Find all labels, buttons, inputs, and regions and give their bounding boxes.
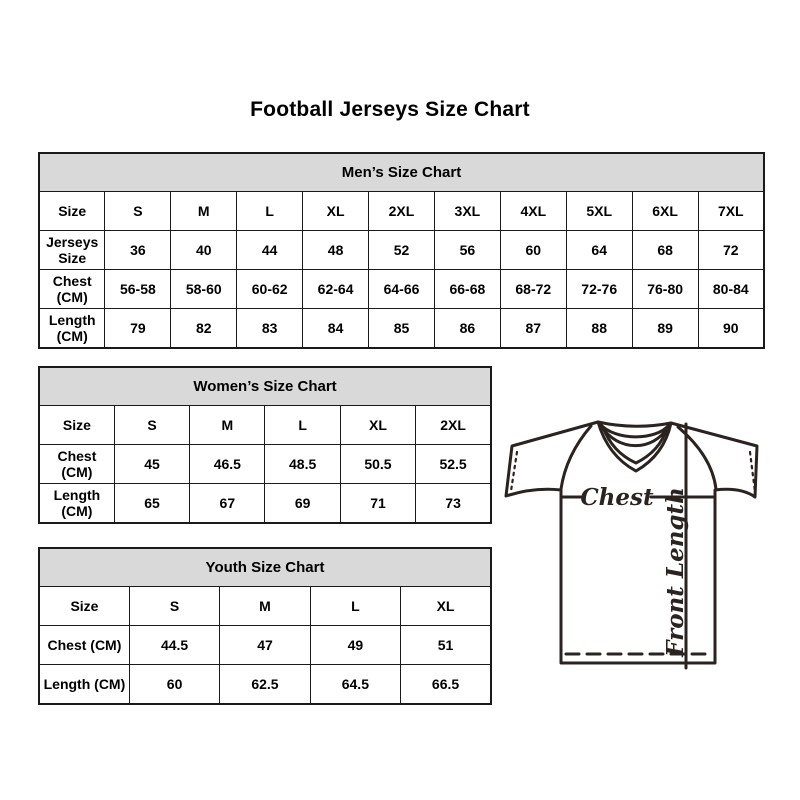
jersey-measurement-diagram [495, 408, 775, 680]
value-cell: M [171, 192, 237, 231]
value-cell: 62.5 [220, 665, 310, 704]
value-cell: 52.5 [416, 445, 491, 484]
row-label-cell: Chest (CM) [39, 445, 114, 484]
value-cell: S [129, 587, 219, 626]
value-cell: 84 [303, 309, 369, 348]
value-cell: 40 [171, 231, 237, 270]
value-cell: XL [303, 192, 369, 231]
value-cell: M [220, 587, 310, 626]
value-cell: 60 [129, 665, 219, 704]
table-title-row [39, 153, 764, 192]
table-row [39, 484, 491, 523]
row-label-cell: Length (CM) [39, 665, 129, 704]
value-cell: 76-80 [632, 270, 698, 309]
value-cell: 44.5 [129, 626, 219, 665]
table-row [39, 231, 764, 270]
value-cell: 66.5 [401, 665, 491, 704]
value-cell: 69 [265, 484, 340, 523]
value-cell: 88 [566, 309, 632, 348]
value-cell: 2XL [416, 406, 491, 445]
row-label-cell: Size [39, 192, 105, 231]
value-cell: 5XL [566, 192, 632, 231]
value-cell: 85 [369, 309, 435, 348]
value-cell: 62-64 [303, 270, 369, 309]
jersey-outline [506, 422, 757, 663]
value-cell: 87 [500, 309, 566, 348]
table-row [39, 192, 764, 231]
value-cell: S [114, 406, 189, 445]
left-shoulder-seam [561, 426, 591, 489]
value-cell: 45 [114, 445, 189, 484]
value-cell: 4XL [500, 192, 566, 231]
value-cell: 65 [114, 484, 189, 523]
collar-top-edge [598, 422, 671, 426]
value-cell: L [265, 406, 340, 445]
right-shoulder-seam [678, 427, 716, 489]
row-label-cell: Size [39, 587, 129, 626]
value-cell: 68 [632, 231, 698, 270]
value-cell: 72 [698, 231, 764, 270]
womens-size-table [38, 366, 492, 524]
value-cell: 72-76 [566, 270, 632, 309]
value-cell: 3XL [434, 192, 500, 231]
value-cell: 64 [566, 231, 632, 270]
row-label-cell: Chest (CM) [39, 270, 105, 309]
value-cell: 44 [237, 231, 303, 270]
value-cell: XL [401, 587, 491, 626]
value-cell: 2XL [369, 192, 435, 231]
row-label-cell: Jerseys Size [39, 231, 105, 270]
right-cuff-stitch-line [750, 452, 755, 492]
table-row [39, 445, 491, 484]
value-cell: 68-72 [500, 270, 566, 309]
value-cell: 56-58 [105, 270, 171, 309]
value-cell: S [105, 192, 171, 231]
value-cell: 73 [416, 484, 491, 523]
value-cell: 60-62 [237, 270, 303, 309]
table-row [39, 406, 491, 445]
value-cell: 48.5 [265, 445, 340, 484]
table-title-row [39, 548, 491, 587]
value-cell: 82 [171, 309, 237, 348]
value-cell: 36 [105, 231, 171, 270]
table-row [39, 587, 491, 626]
table-row [39, 665, 491, 704]
value-cell: 79 [105, 309, 171, 348]
front-length-label: Front Length [662, 487, 689, 657]
value-cell: L [237, 192, 303, 231]
value-cell: 66-68 [434, 270, 500, 309]
value-cell: XL [340, 406, 415, 445]
value-cell: 46.5 [190, 445, 265, 484]
mens-size-table [38, 152, 765, 349]
table-title-row [39, 367, 491, 406]
value-cell: 50.5 [340, 445, 415, 484]
row-label-cell: Length (CM) [39, 484, 114, 523]
table-title: Men’s Size Chart [39, 153, 764, 192]
value-cell: 86 [434, 309, 500, 348]
table-row [39, 309, 764, 348]
value-cell: 56 [434, 231, 500, 270]
value-cell: 7XL [698, 192, 764, 231]
value-cell: 83 [237, 309, 303, 348]
value-cell: 89 [632, 309, 698, 348]
table-title: Women’s Size Chart [39, 367, 491, 406]
value-cell: 48 [303, 231, 369, 270]
value-cell: 90 [698, 309, 764, 348]
value-cell: 60 [500, 231, 566, 270]
value-cell: 64-66 [369, 270, 435, 309]
value-cell: 49 [310, 626, 400, 665]
value-cell: 80-84 [698, 270, 764, 309]
value-cell: 58-60 [171, 270, 237, 309]
value-cell: 64.5 [310, 665, 400, 704]
value-cell: 47 [220, 626, 310, 665]
value-cell: 6XL [632, 192, 698, 231]
table-title: Youth Size Chart [39, 548, 491, 587]
row-label-cell: Length (CM) [39, 309, 105, 348]
chest-label: Chest [580, 484, 654, 511]
value-cell: L [310, 587, 400, 626]
table-row [39, 270, 764, 309]
page-title: Football Jerseys Size Chart [250, 98, 530, 121]
youth-size-table [38, 547, 492, 705]
row-label-cell: Chest (CM) [39, 626, 129, 665]
value-cell: M [190, 406, 265, 445]
value-cell: 67 [190, 484, 265, 523]
value-cell: 71 [340, 484, 415, 523]
table-row [39, 626, 491, 665]
value-cell: 51 [401, 626, 491, 665]
row-label-cell: Size [39, 406, 114, 445]
value-cell: 52 [369, 231, 435, 270]
